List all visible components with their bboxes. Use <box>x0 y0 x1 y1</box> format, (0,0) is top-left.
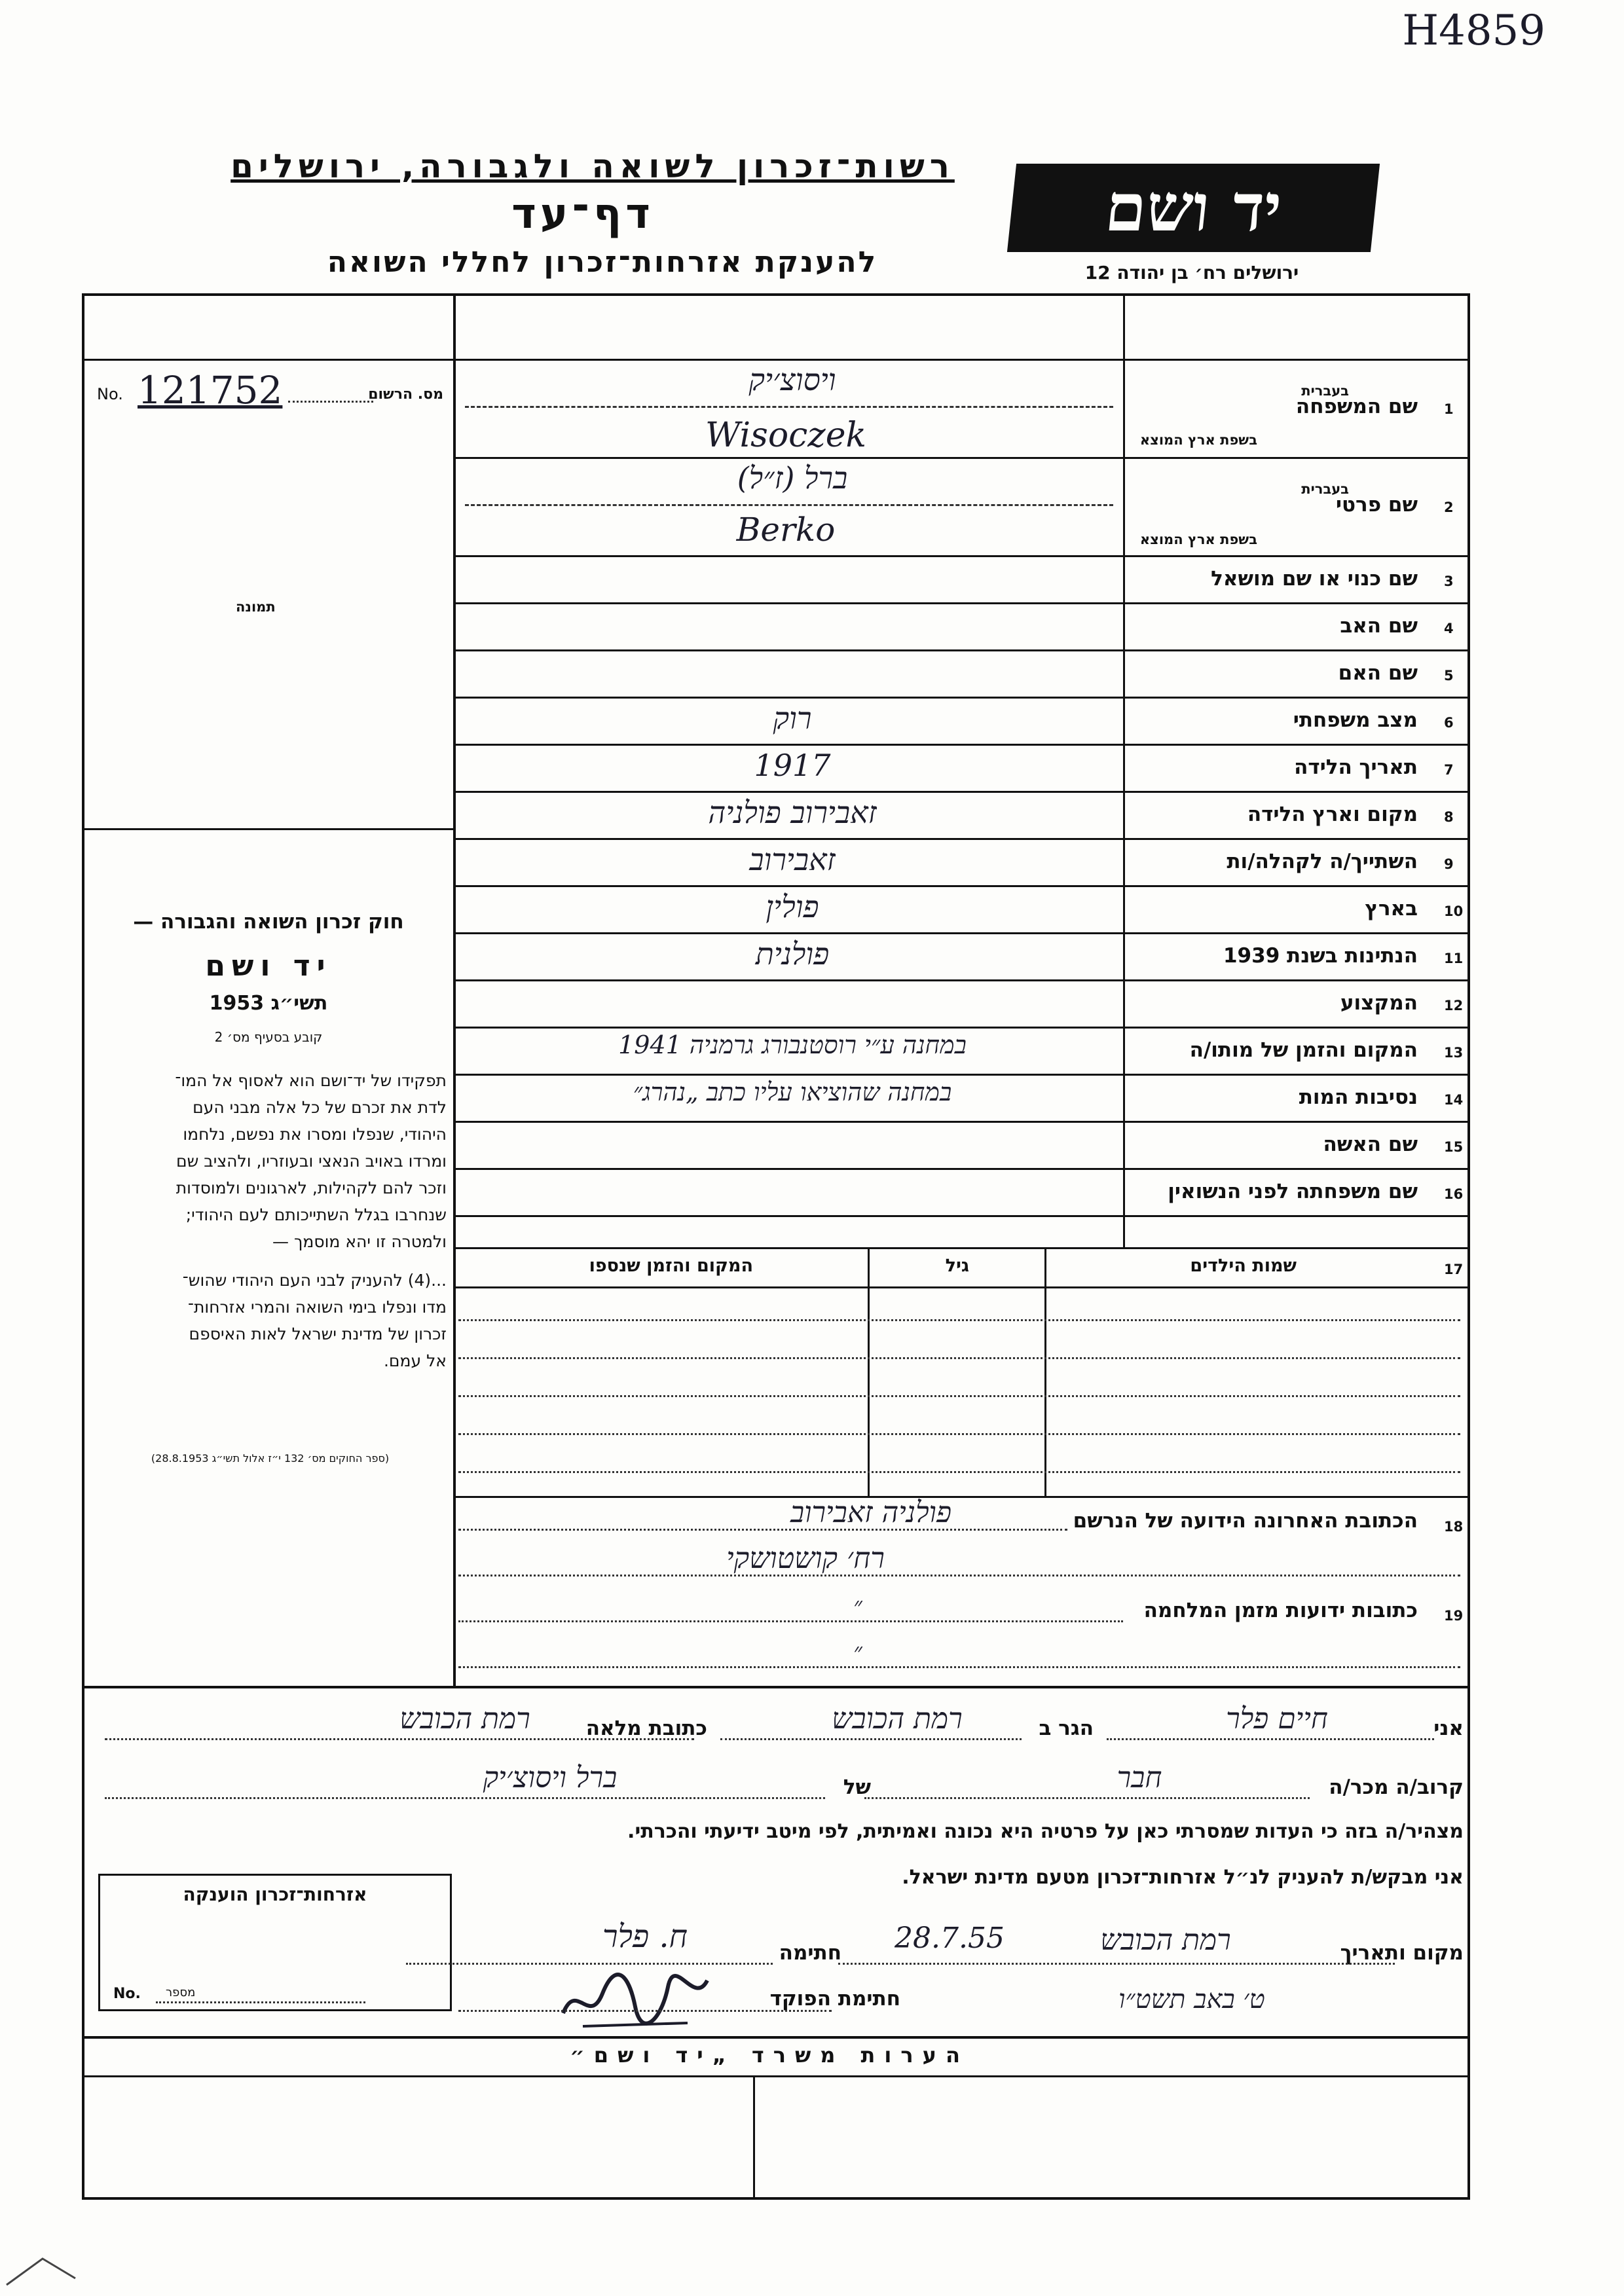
field-13-label: המקום והזמן של מותו/ה <box>1189 1038 1418 1062</box>
field-12-number: 12 <box>1444 998 1464 1013</box>
official-signature-scribble <box>557 1967 714 2033</box>
field-row-rule <box>455 979 1470 981</box>
law-line: היהודי, שנפלו ומסרו את נפשם, נלחמו <box>183 1125 447 1144</box>
field-8-label: מקום וארץ הלידה <box>1247 803 1418 826</box>
law-year: תשי״ג 1953 <box>209 992 328 1015</box>
field-19-number: 19 <box>1444 1608 1464 1624</box>
field-2-sub-top: בעברית <box>1301 481 1349 497</box>
law-text <box>93 1067 447 1374</box>
field-16-label: שם משפחתה לפני הנשואין <box>1168 1180 1418 1203</box>
photo-label: תמונה <box>236 599 276 615</box>
law-line: ולמטרה זו יהא מוסמך — <box>272 1232 447 1251</box>
field-row-rule <box>455 885 1470 887</box>
field-9-value[interactable]: זאבירוב <box>749 842 836 877</box>
field-row-rule <box>455 791 1470 793</box>
declarant-ani-label: אני <box>1433 1717 1464 1740</box>
field-row-rule <box>455 932 1470 934</box>
field-row-rule <box>455 838 1470 840</box>
field-row-rule <box>455 1215 1470 1217</box>
law-line: ומרדו באויב הנאצי ובעוזריו, ולהציב שם <box>176 1152 447 1171</box>
field-row-rule <box>455 1168 1470 1170</box>
law-name: יד ושם <box>205 949 332 983</box>
declarant-of-name[interactable]: ברל ויסוצ׳יק <box>483 1761 618 1795</box>
form-title: דף־עד <box>511 190 654 238</box>
field-13-value[interactable]: במחנה ע״י רוסטנבורג גרמניה 1941 <box>618 1030 967 1059</box>
registration-number[interactable]: 121752 <box>138 368 283 412</box>
declarant-section-top <box>82 1686 1470 1688</box>
declarant-resides-label: הגר ב <box>1039 1717 1094 1740</box>
field-1-label: שם המשפחה <box>1295 395 1418 418</box>
office-notes-vertical <box>753 2075 755 2200</box>
field-18-value-1[interactable]: פולניה זאבירוב <box>790 1496 951 1529</box>
corner-mark <box>3 2252 82 2291</box>
field-8-number: 8 <box>1444 809 1454 825</box>
field-12-label: המקצוע <box>1340 991 1418 1015</box>
field-4-number: 4 <box>1444 621 1454 636</box>
field-1-value-latin[interactable]: Wisoczek <box>705 416 866 455</box>
award-box-title: אזרחות־זכרון הוענקה <box>183 1884 367 1905</box>
law-title: חוק זכרון השואה והגבורה — <box>133 910 404 934</box>
field-1-value[interactable]: ויסוצ׳יק <box>748 362 836 397</box>
signature-value[interactable]: ח. פלר <box>602 1918 688 1955</box>
children-header-bottom <box>455 1286 1470 1288</box>
field-11-number: 11 <box>1444 951 1464 966</box>
declaration-text: מצהיר/ה בזה כי העדות שמסרתי כאן על פרטיה היא נכונה ואמיתית, לפי מיטב ידיעתי והכרתי. <box>627 1820 1464 1843</box>
children-col-age: גיל <box>945 1256 969 1276</box>
law-line: שנחרבו בגלל השתייכותם לעם היהודי; <box>185 1205 447 1224</box>
children-col-divider-1 <box>868 1247 870 1496</box>
field-8-value[interactable]: זאבירוב פולניה <box>708 795 877 830</box>
declarant-of-label: של <box>843 1776 871 1799</box>
field-row-rule <box>455 457 1470 459</box>
field-row-rule <box>455 649 1470 651</box>
field-4-label: שם האב <box>1340 614 1418 638</box>
field-1-number: 1 <box>1444 401 1454 417</box>
frame-inner-top-rule <box>82 359 1470 361</box>
field-10-label: בארץ <box>1365 897 1418 920</box>
declarant-full-address[interactable]: רמת הכובש <box>399 1702 530 1736</box>
field-6-value[interactable]: רוק <box>773 701 812 736</box>
field-18-label: הכתובת האחרונה הידועה של הנרשם <box>1073 1509 1418 1533</box>
declarant-relation[interactable]: חבר <box>1116 1761 1162 1795</box>
archive-number: H4859 <box>1402 7 1545 55</box>
office-notes-label: הערות משרד „יד ושם״ <box>570 2043 969 2068</box>
field-14-value[interactable]: במחנה שהוציאו עליו כתב „נהרג״ <box>633 1078 952 1106</box>
signature-label: חתימה <box>779 1941 841 1965</box>
law-line: וזכר להם לקהילות, לארגונים ולמוסדות <box>175 1178 447 1197</box>
field-row-rule <box>455 1027 1470 1029</box>
field-18-number: 18 <box>1444 1519 1464 1535</box>
declarant-city[interactable]: רמת הכובש <box>832 1702 963 1736</box>
place-value[interactable]: רמת הכובש <box>1100 1923 1231 1957</box>
field-row-rule <box>455 697 1470 699</box>
field-1-sub-top: בעברית <box>1301 383 1349 399</box>
field-10-value[interactable]: פולין <box>766 889 819 924</box>
field-15-number: 15 <box>1444 1139 1464 1155</box>
children-table-top <box>455 1247 1470 1249</box>
field-7-label: תאריך הלידה <box>1294 756 1418 779</box>
logo-address: ירושלים רח׳ בן יהודה 12 <box>1084 262 1299 283</box>
law-line: תפקידו של יד־ושם הוא לאסוף אל המו־ <box>175 1071 447 1090</box>
field-14-number: 14 <box>1444 1092 1464 1108</box>
declarant-name[interactable]: חיים פלר <box>1226 1702 1328 1736</box>
official-date[interactable]: ט׳ באב תשט״ו <box>1118 1984 1265 2014</box>
field-7-number: 7 <box>1444 762 1454 778</box>
field-6-label: מצב משפחתי <box>1293 708 1418 732</box>
law-line: זכרון של מדינת ישראל לאות האיספם <box>189 1324 447 1343</box>
field-row-rule <box>455 1121 1470 1123</box>
field-15-label: שם האשה <box>1323 1133 1418 1156</box>
field-6-number: 6 <box>1444 715 1454 731</box>
office-notes-divider <box>82 2075 1470 2077</box>
law-line: מדו ונפלו בימי השואה והמרי אזרחות־ <box>187 1298 447 1317</box>
field-16-number: 16 <box>1444 1186 1464 1202</box>
field-19-label: כתובות ידועות מזמן המלחמה <box>1143 1599 1418 1622</box>
label-column-divider <box>1123 359 1125 1247</box>
field-row-rule <box>455 602 1470 604</box>
field-2-label: שם פרטי <box>1335 493 1418 517</box>
field-9-label: השתייך/ה לקהלה/ות <box>1227 850 1418 873</box>
declarant-relative-label: קרוב/ה מכר/ה <box>1329 1776 1464 1799</box>
office-notes-top <box>82 2036 1470 2039</box>
law-line: אל עמם. <box>383 1351 447 1370</box>
request-text: אני מבקש/ת להעניק לנ״ל אזרחות־זכרון מטעם מדינת ישראל. <box>902 1866 1464 1889</box>
law-clause-ref: קובע בסעיף מס׳ 2 <box>214 1029 323 1045</box>
field-row-rule <box>455 744 1470 746</box>
registration-no-prefix: No. <box>97 385 123 403</box>
registration-block <box>92 368 449 412</box>
field-5-label: שם האם <box>1338 661 1418 685</box>
field-10-number: 10 <box>1444 903 1464 919</box>
official-signature-label: חתימת הפוקד <box>769 1987 900 2011</box>
field-7-value[interactable]: 1917 <box>754 748 831 783</box>
left-column-divider <box>453 293 456 1686</box>
photo-box-bottom <box>82 828 455 830</box>
registration-label: מס. הרשום <box>368 386 443 403</box>
children-col-place: המקום והזמן שנספו <box>589 1256 753 1276</box>
field-19-value-1[interactable]: ״ <box>853 1593 862 1620</box>
law-citation: (ספר החוקים מס׳ 132 י״ז אלול תשי״ג 28.8.1953) <box>151 1452 390 1465</box>
award-box-no: No. <box>113 1986 141 2002</box>
yad-vashem-logo <box>1007 164 1380 252</box>
label-column-divider-top <box>1123 293 1125 359</box>
award-box-number-label: מספר <box>166 1986 196 1999</box>
date-value[interactable]: 28.7.55 <box>895 1922 1005 1955</box>
place-date-label: מקום ותאריך <box>1340 1941 1464 1965</box>
children-col-divider-2 <box>1044 1247 1046 1496</box>
field-1-sub-bottom: בשפת ארץ המוצא <box>1139 432 1257 448</box>
field-row-rule <box>455 555 1470 557</box>
children-col-names: שמות הילדים <box>1190 1256 1297 1276</box>
field-14-label: נסיבות המות <box>1299 1085 1418 1109</box>
law-line: ...(4) להעניק לבני העם היהודי שהוש־ <box>182 1271 447 1290</box>
field-2-number: 2 <box>1444 500 1454 515</box>
authority-name: רשות־זכרון לשואה ולגבורה, ירושלים <box>231 147 955 185</box>
field-13-number: 13 <box>1444 1045 1464 1061</box>
form-subtitle: להענקת אזרחות־זכרון לחללי השואה <box>327 246 878 279</box>
field-19-value-2[interactable]: ״ <box>853 1639 862 1666</box>
field-11-value[interactable]: פולנית <box>755 936 830 972</box>
field-17-number: 17 <box>1444 1262 1464 1277</box>
field-2-value-latin[interactable]: Berko <box>736 511 836 549</box>
field-9-number: 9 <box>1444 856 1454 872</box>
law-line: לדת את זכרם של כל אלה מבני העם <box>193 1098 447 1117</box>
field-18-value-2[interactable]: רח׳ קושטושקי <box>726 1542 885 1575</box>
award-box <box>98 1874 452 2011</box>
logo-text: יד ושם <box>1101 169 1285 246</box>
field-11-label: הנתינות בשנת 1939 <box>1223 944 1418 968</box>
field-row-rule <box>455 1074 1470 1076</box>
field-3-label: שם כנוי או שם מושאל <box>1211 567 1418 591</box>
field-2-sub-bottom: בשפת ארץ המוצא <box>1139 532 1257 547</box>
declarant-full-address-label: כתובת מלאה <box>585 1717 707 1740</box>
field-3-number: 3 <box>1444 574 1454 589</box>
field-2-value[interactable]: ברל (ז״ל) <box>737 460 848 496</box>
field-5-number: 5 <box>1444 668 1454 683</box>
